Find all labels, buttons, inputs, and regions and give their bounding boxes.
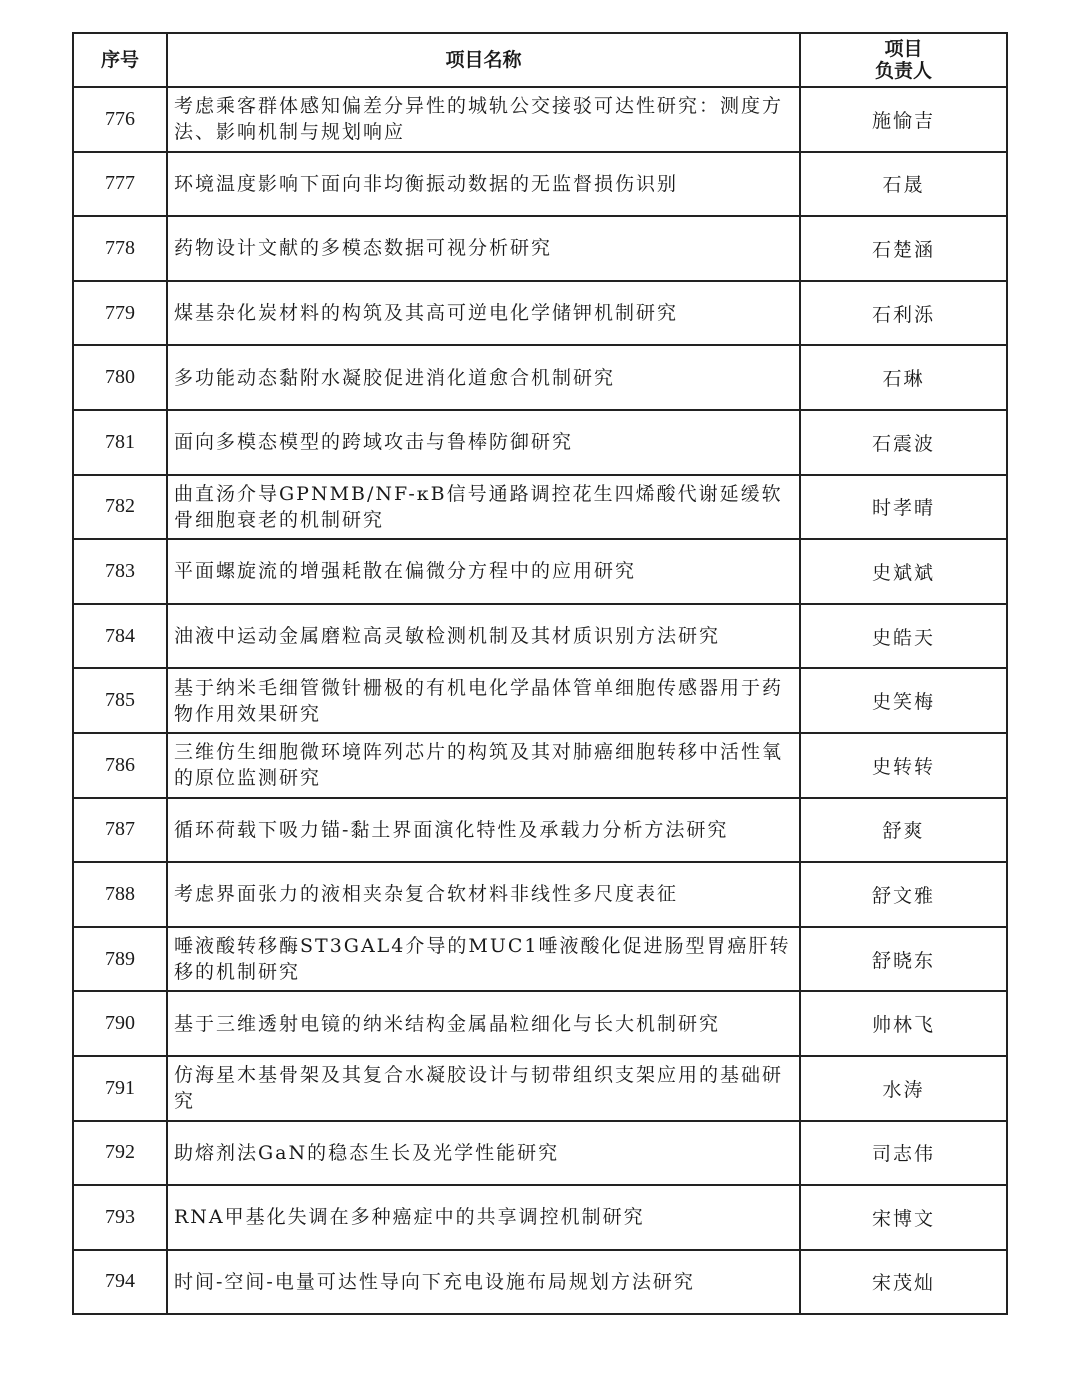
header-leader-line1: 项目 (884, 38, 923, 60)
project-title: 药物设计文献的多模态数据可视分析研究 (167, 216, 800, 281)
project-leader: 时孝晴 (800, 475, 1007, 540)
project-leader: 石震波 (800, 410, 1007, 475)
table-body (73, 87, 1007, 1314)
project-title: 三维仿生细胞微环境阵列芯片的构筑及其对肺癌细胞转移中活性氧的原位监测研究 (167, 733, 800, 798)
row-number: 780 (73, 345, 167, 410)
row-number: 794 (73, 1250, 167, 1315)
project-leader: 史转转 (800, 733, 1007, 798)
header-project-title: 项目名称 (167, 33, 800, 87)
row-number: 778 (73, 216, 167, 281)
project-title: 面向多模态模型的跨域攻击与鲁棒防御研究 (167, 410, 800, 475)
row-number: 788 (73, 862, 167, 927)
table-row (73, 216, 1007, 281)
row-number: 785 (73, 668, 167, 733)
table-header (73, 33, 1007, 87)
row-number: 779 (73, 281, 167, 346)
table-row (73, 862, 1007, 927)
project-title: 唾液酸转移酶ST3GAL4介导的MUC1唾液酸化促进肠型胃癌肝转移的机制研究 (167, 927, 800, 992)
project-title: 仿海星木基骨架及其复合水凝胶设计与韧带组织支架应用的基础研究 (167, 1056, 800, 1121)
project-leader: 石晟 (800, 152, 1007, 217)
row-number: 791 (73, 1056, 167, 1121)
table-row (73, 927, 1007, 992)
row-number: 781 (73, 410, 167, 475)
project-leader: 水涛 (800, 1056, 1007, 1121)
table-row (73, 87, 1007, 152)
row-number: 783 (73, 539, 167, 604)
row-number: 776 (73, 87, 167, 152)
project-title: 基于三维透射电镜的纳米结构金属晶粒细化与长大机制研究 (167, 991, 800, 1056)
table-row (73, 604, 1007, 669)
project-leader: 施愉吉 (800, 87, 1007, 152)
row-number: 793 (73, 1185, 167, 1250)
row-number: 789 (73, 927, 167, 992)
table-row (73, 345, 1007, 410)
header-number: 序号 (73, 33, 167, 87)
project-title: 环境温度影响下面向非均衡振动数据的无监督损伤识别 (167, 152, 800, 217)
table-row (73, 1056, 1007, 1121)
table-row (73, 991, 1007, 1056)
header-leader-line2: 负责人 (874, 60, 932, 82)
project-title: 平面螺旋流的增强耗散在偏微分方程中的应用研究 (167, 539, 800, 604)
table-row (73, 152, 1007, 217)
table-row (73, 410, 1007, 475)
project-leader: 史皓天 (800, 604, 1007, 669)
project-leader: 石利泺 (800, 281, 1007, 346)
row-number: 792 (73, 1121, 167, 1186)
project-title: 时间-空间-电量可达性导向下充电设施布局规划方法研究 (167, 1250, 800, 1315)
project-leader: 石琳 (800, 345, 1007, 410)
table-row (73, 539, 1007, 604)
project-leader: 史笑梅 (800, 668, 1007, 733)
project-leader: 史斌斌 (800, 539, 1007, 604)
project-leader: 石楚涵 (800, 216, 1007, 281)
project-title: 考虑乘客群体感知偏差分异性的城轨公交接驳可达性研究：测度方法、影响机制与规划响应 (167, 87, 800, 152)
project-title: 循环荷载下吸力锚-黏土界面演化特性及承载力分析方法研究 (167, 798, 800, 863)
project-title: 助熔剂法GaN的稳态生长及光学性能研究 (167, 1121, 800, 1186)
table-row (73, 1121, 1007, 1186)
table-row (73, 798, 1007, 863)
header-project-leader (800, 33, 1007, 87)
project-title: 考虑界面张力的液相夹杂复合软材料非线性多尺度表征 (167, 862, 800, 927)
project-title: 油液中运动金属磨粒高灵敏检测机制及其材质识别方法研究 (167, 604, 800, 669)
table-row (73, 1185, 1007, 1250)
header-row (73, 33, 1007, 87)
project-leader: 舒爽 (800, 798, 1007, 863)
project-title: 曲直汤介导GPNMB/NF-κB信号通路调控花生四烯酸代谢延缓软骨细胞衰老的机制研究 (167, 475, 800, 540)
project-title: 多功能动态黏附水凝胶促进消化道愈合机制研究 (167, 345, 800, 410)
project-title: RNA甲基化失调在多种癌症中的共享调控机制研究 (167, 1185, 800, 1250)
row-number: 782 (73, 475, 167, 540)
table-row (73, 1250, 1007, 1315)
row-number: 786 (73, 733, 167, 798)
project-title: 煤基杂化炭材料的构筑及其高可逆电化学储钾机制研究 (167, 281, 800, 346)
table-row (73, 281, 1007, 346)
table-row (73, 668, 1007, 733)
project-leader: 司志伟 (800, 1121, 1007, 1186)
table-row (73, 475, 1007, 540)
row-number: 787 (73, 798, 167, 863)
row-number: 777 (73, 152, 167, 217)
project-title: 基于纳米毛细管微针栅极的有机电化学晶体管单细胞传感器用于药物作用效果研究 (167, 668, 800, 733)
project-leader: 帅林飞 (800, 991, 1007, 1056)
row-number: 784 (73, 604, 167, 669)
row-number: 790 (73, 991, 167, 1056)
table-row (73, 733, 1007, 798)
project-leader: 宋博文 (800, 1185, 1007, 1250)
project-leader: 宋茂灿 (800, 1250, 1007, 1315)
project-leader: 舒晓东 (800, 927, 1007, 992)
project-leader: 舒文雅 (800, 862, 1007, 927)
project-table (72, 32, 1008, 1315)
